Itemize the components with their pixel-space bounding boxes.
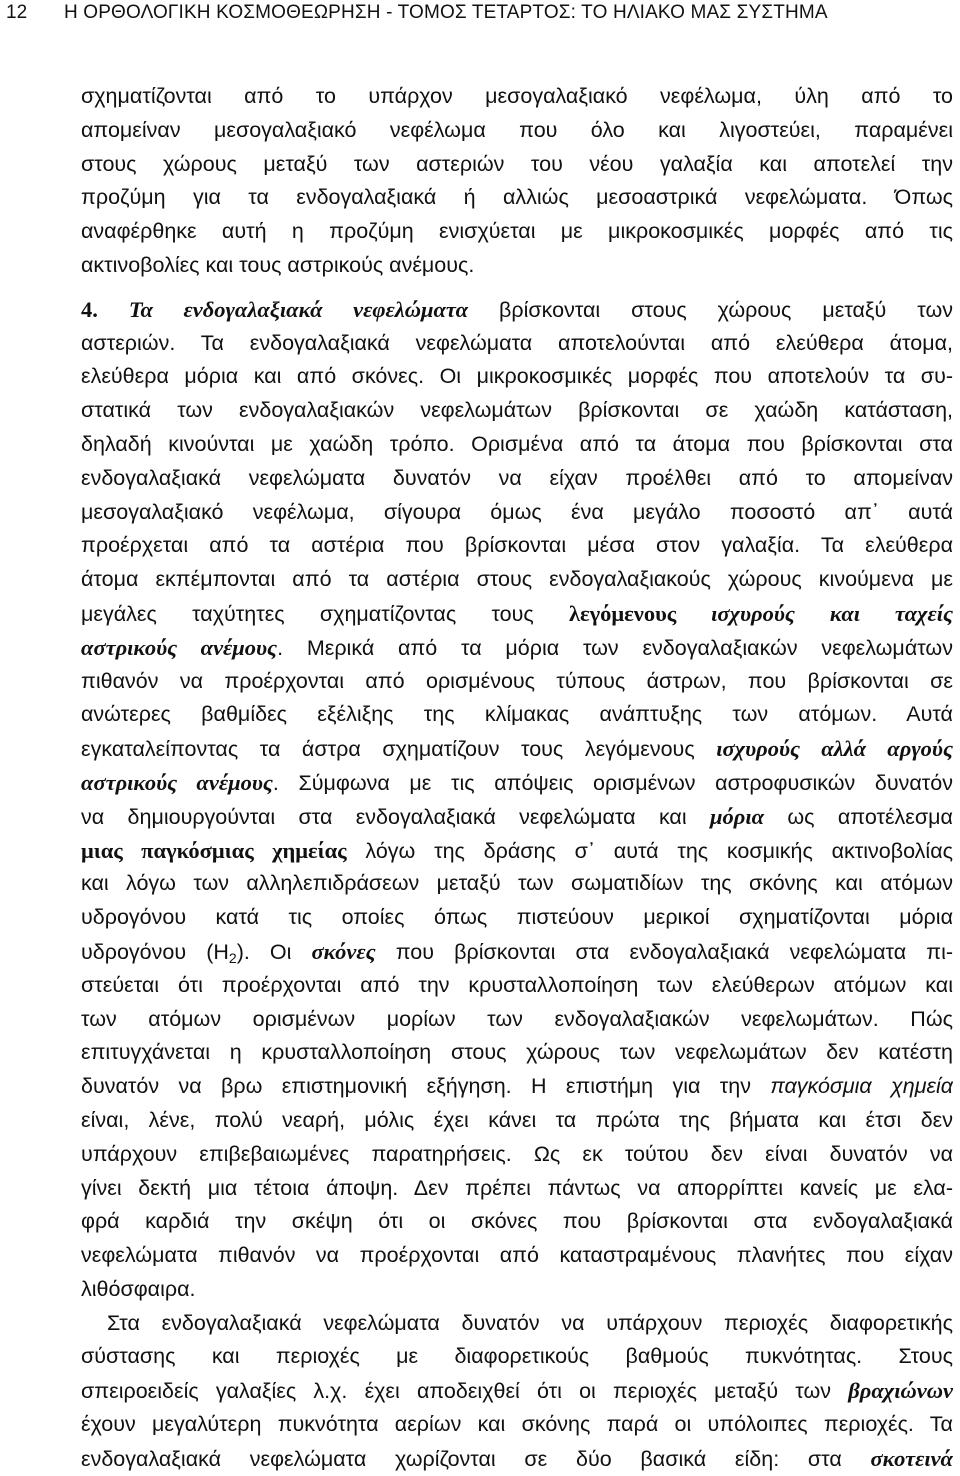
text-line: δηλαδή κινούνται με χαώδη τρόπο. Ορισμένα από τα άτομα που βρίσκονται στα	[81, 431, 953, 456]
text-line: είναι, λένε, πολύ νεαρή, μόλις έχει κάνει τα πρώτα της βήματα και έτσι δεν	[81, 1107, 953, 1132]
emphasis-bold-italic: σκοτεινά	[870, 1445, 953, 1471]
emphasis-bold-italic: ισχυρούς αλλά αργούς	[716, 736, 953, 762]
text-line: μεσογαλαξιακό νεφέλωμα, σίγουρα όμως ένα μεγάλο ποσοστό απ᾽ αυτά	[81, 499, 953, 524]
text-line: εγκαταλείποντας τα άστρα σχηματίζουν τους λεγόμενους ισχυρούς αλλά αργούς	[81, 736, 953, 762]
emphasis-bold-italic: ισχυρούς και ταχείς	[676, 600, 953, 626]
emphasis-bold: λεγόμενους	[568, 600, 677, 626]
emphasis-bold-italic: σκόνες	[311, 938, 376, 964]
text-line: αστρικούς ανέμους. Μερικά από τα μόρια των ενδογαλαξιακών νεφελωμάτων	[81, 634, 953, 660]
emphasis-bold: μιας παγκόσμιας χημείας	[81, 837, 347, 863]
text-line: ελεύθερα μόρια και από σκόνες. Οι μικροκοσμικές μορφές που αποτελούν τα συ-	[81, 364, 953, 389]
section-term: Τα ενδογαλαξιακά νεφελώματα	[128, 296, 469, 322]
section-4	[81, 293, 953, 1307]
text-line: και λόγω των αλληλεπιδράσεων μεταξύ των σωματιδίων της σκόνης και ατόμων	[81, 871, 953, 896]
emphasis-bold-italic: βραχιώνων	[848, 1378, 953, 1404]
emphasis-bold-italic: μόρια	[709, 803, 765, 829]
text-line: ακτινοβολίες και τους αστρικούς ανέμους.	[81, 252, 475, 277]
text-line: προέρχεται από τα αστέρια που βρίσκονται μέσα στον γαλαξία. Τα ελεύθερα	[81, 533, 953, 558]
emphasis-bold-italic: αστρικούς ανέμους	[81, 634, 278, 660]
text-line: επιτυγχάνεται η κρυσταλλοποίηση στους χώρους των νεφελωμάτων δεν κατέστη	[81, 1040, 953, 1065]
text-line: δυνατόν να βρω επιστημονική εξήγηση. Η επιστήμη για την παγκόσμια χημεία	[81, 1074, 953, 1099]
text-line: σύστασης και περιοχές με διαφορετικούς βαθμούς πυκνότητας. Στους	[81, 1344, 953, 1369]
text-line: φρά καρδιά την σκέψη ότι οι σκόνες που βρίσκονται στα ενδογαλαξιακά	[81, 1209, 953, 1234]
text-line: αναφέρθηκε αυτή η προζύμη ενισχύεται με μικροκοσμικές μορφές από τις	[81, 219, 953, 244]
text-line: σπειροειδείς γαλαξίες λ.χ. έχει αποδειχθεί ότι οι περιοχές μεταξύ των βραχιώνων	[81, 1378, 953, 1404]
text-line: υδρογόνου $(H_2)$. Οι σκόνες που βρίσκονται στα ενδογαλαξιακά νεφελώματα πι-	[81, 938, 953, 966]
running-header	[0, 0, 960, 30]
text-line: υπάρχουν επιβεβαιωμένες παρατηρήσεις. Ως εκ τούτου δεν είναι δυνατόν να	[81, 1141, 953, 1166]
text-line: μιας παγκόσμιας χημείας λόγω της δράσης σ᾽ αυτά της κοσμικής ακτινοβολίας	[81, 837, 953, 863]
text-line: αστρικούς ανέμους. Σύμφωνα με τις απόψεις ορισμένων αστροφυσικών δυνατόν	[81, 769, 953, 795]
body-text	[81, 80, 953, 1476]
text-line: προζύμη για τα ενδογαλαξιακά ή αλλιώς μεσοαστρικά νεφελώματα. Όπως	[81, 185, 953, 210]
text-line: άτομα εκπέμπονται από τα αστέρια στους ενδογαλαξιακούς χώρους κινούμενα με	[81, 567, 953, 592]
text-line: αστεριών. Τα ενδογαλαξιακά νεφελώματα αποτελούνται από ελεύθερα άτομα,	[81, 330, 953, 355]
emphasis-bold-italic: αστρικούς ανέμους	[81, 769, 273, 795]
text-line: ανώτερες βαθμίδες εξέλιξης της κλίμακας ανάπτυξης των ατόμων. Αυτά	[81, 702, 953, 727]
text-line: έχουν μεγαλύτερη πυκνότητα αερίων και σκόνης παρά οι υπόλοιπες περιοχές. Τα	[81, 1412, 953, 1437]
text-line: να δημιουργούνται στα ενδογαλαξιακά νεφελώματα και μόρια ως αποτέλεσμα	[81, 803, 953, 829]
text-line: ενδογαλαξιακά νεφελώματα χωρίζονται σε δύο βασικά είδη: στα σκοτεινά	[81, 1445, 953, 1471]
emphasis-italic: παγκόσμια χημεία	[770, 1074, 953, 1099]
text-line: νεφελώματα πιθανόν να προέρχονται από καταστραμένους πλανήτες που είχαν	[81, 1243, 953, 1268]
text-line: ενδογαλαξιακά νεφελώματα δυνατόν να είχαν προέλθει από το απομείναν	[81, 465, 953, 490]
text-line: υδρογόνου κατά τις οποίες όπως πιστεύουν μερικοί σχηματίζονται μόρια	[81, 905, 953, 930]
text-line: στεύεται ότι προέρχονται από την κρυσταλλοποίηση των ελεύθερων ατόμων και	[81, 972, 953, 997]
text-line: λιθόσφαιρα.	[81, 1276, 196, 1301]
text-line: γίνει δεκτή μια τέτοια άποψη. Δεν πρέπει πάντως να απορρίπτει κανείς με ελα-	[81, 1175, 953, 1200]
text-line: Στα ενδογαλαξιακά νεφελώματα δυνατόν να υπάρχουν περιοχές διαφορετικής	[107, 1310, 953, 1335]
text-line: μεγάλες ταχύτητες σχηματίζοντας τους λεγόμενους ισχυρούς και ταχείς	[81, 600, 953, 626]
text-line: στατικά των ενδογαλαξιακών νεφελωμάτων βρίσκονται σε χαώδη κατάσταση,	[81, 398, 953, 423]
text-line: σχηματίζονται από το υπάρχον μεσογαλαξιακό νεφέλωμα, ύλη από το	[81, 84, 953, 108]
text-line: στους χώρους μεταξύ των αστεριών του νέου γαλαξία και αποτελεί την	[81, 151, 953, 176]
section-heading-line: 4. Τα ενδογαλαξιακά νεφελώματα βρίσκονται στους χώρους μεταξύ των	[81, 296, 953, 322]
paragraph-intro	[81, 80, 953, 283]
page-number: 12	[6, 2, 28, 23]
text-line: απομείναν μεσογαλαξιακό νεφέλωμα που όλο και λιγοστεύει, παραμένει	[81, 117, 953, 142]
text-line: των ατόμων ορισμένων μορίων των ενδογαλαξιακών νεφελωμάτων. Πώς	[81, 1006, 953, 1031]
section-number: 4.	[81, 296, 98, 322]
running-title: Η ΟΡΘΟΛΟΓΙΚΗ ΚΟΣΜΟΘΕΩΡΗΣΗ - ΤΟΜΟΣ ΤΕΤΑΡΤΟΣ: ΤΟ ΗΛΙΑΚΟ ΜΑΣ ΣΥΣΤΗΜΑ	[64, 2, 828, 23]
text-line: πιθανόν να προέρχονται από ορισμένους τύπους άστρων, που βρίσκονται σε	[81, 668, 953, 693]
subscript: 2	[228, 949, 237, 966]
paragraph-regions	[81, 1307, 953, 1476]
